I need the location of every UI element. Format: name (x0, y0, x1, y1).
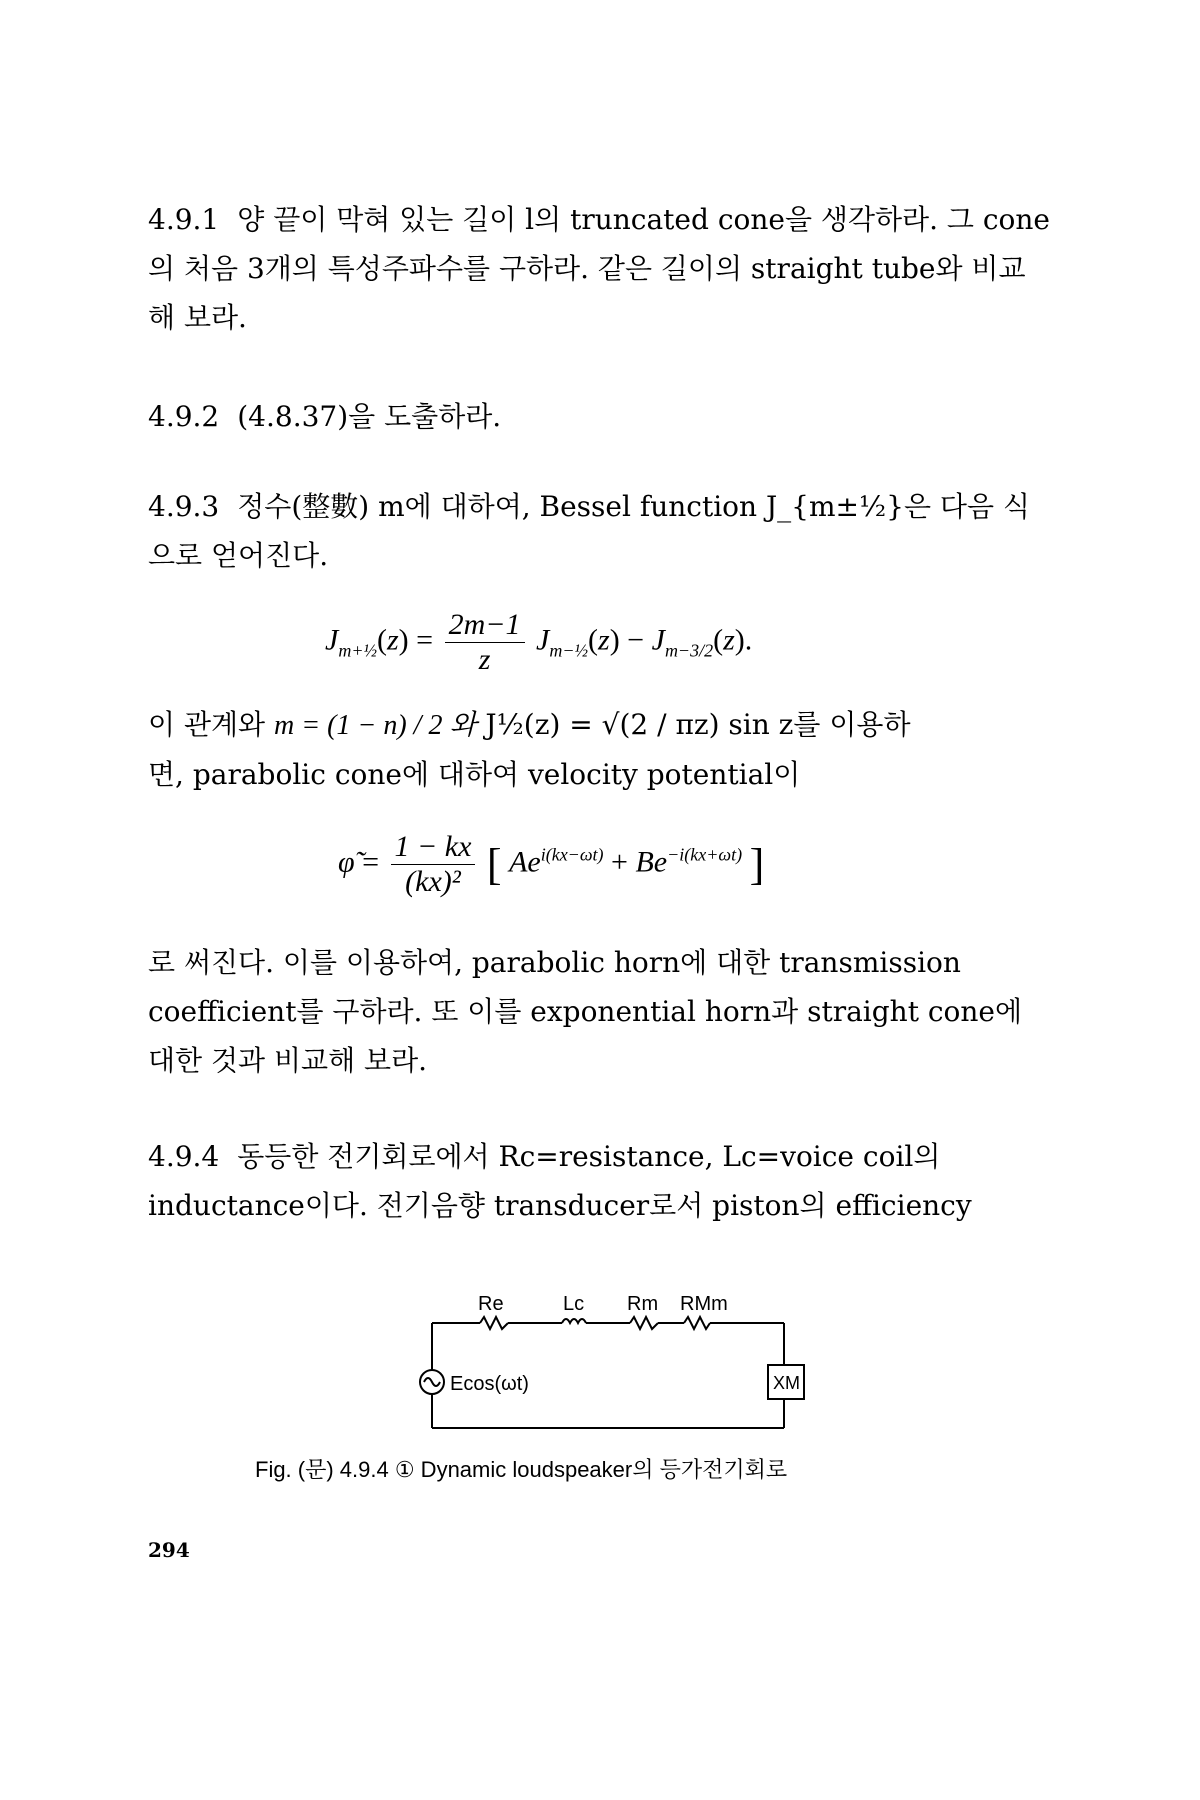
problem-number: 4.9.1 (148, 203, 220, 236)
eq1-lhs: J (325, 623, 339, 657)
figure-caption: Fig. (문) 4.9.4 ① Dynamic loudspeaker의 등가전기회로 (255, 1457, 788, 1482)
label-rm: Rm (627, 1293, 659, 1315)
ac-wave-icon (424, 1378, 440, 1386)
problem-number: 4.9.2 (148, 400, 220, 433)
problem-text: 정수(整數) m에 대하여, Bessel function J_{m±½}은 다음 식으로 얻어진다. (148, 490, 1030, 572)
problem-text: 동등한 전기회로에서 Rc=resistance, Lc=voice coil의 inductance이다. 전기음향 transducer로서 piston의 efficiency (148, 1140, 972, 1222)
relation-bessel: J½(z) = √(2 / πz) sin z를 이용하 (485, 708, 911, 741)
eq2-frac-top: 1 − kx (391, 830, 476, 865)
label-re: Re (478, 1293, 504, 1315)
resistor-rm (630, 1317, 658, 1329)
eq2-exp2: −i(kx+ωt) (667, 844, 743, 865)
resistor-re (480, 1317, 508, 1329)
resistor-rmm (684, 1317, 710, 1329)
follow-text: 로 써진다. 이를 이용하여, parabolic horn에 대한 transmission coefficient를 구하라. 또 이를 exponential horn과 straight cone에 대한 것과 비교해 보라. (148, 946, 1023, 1077)
problem-number: 4.9.4 (148, 1140, 220, 1173)
relation-line2: 면, parabolic cone에 대하여 velocity potential이 (148, 758, 801, 791)
eq1-frac-bot: z (478, 643, 491, 676)
problem-text: 양 끝이 막혀 있는 길이 l의 truncated cone을 생각하라. 그 cone의 처음 3개의 특성주파수를 구하라. 같은 길이의 straight tube와 비교해 보라. (148, 203, 1050, 334)
label-rmm: RMm (680, 1293, 728, 1315)
velocity-potential-equation: φ̃ = $\frac{1 - kx}{\text{(kx)²}}$ [ $Ae^{i(kx-\omega t)} + Be^{-i(kx+\omega t)}$ ] (338, 830, 765, 898)
label-source: Ecos(ωt) (450, 1373, 529, 1395)
eq2-frac-bot: (kx)² (405, 865, 461, 898)
label-lc: Lc (563, 1293, 585, 1315)
relation-prefix: 이 관계와 (148, 708, 266, 741)
bessel-recurrence-equation: $J_{m+\frac{1}{2}}(z)$ = $\frac{2m-1}{z}$ $J_{m-\frac{1}{2}}(z) - J_{m-3/2}(z)$. (325, 608, 753, 676)
eq2-lhs: φ̃ (338, 845, 355, 879)
problem-number: 4.9.3 (148, 490, 220, 523)
page-number: 294 (148, 1538, 190, 1562)
inductor-lc (562, 1319, 586, 1323)
eq2-term2: Be (635, 845, 668, 879)
eq1-frac-top: 2m−1 (445, 608, 525, 643)
problem-text: (4.8.37)을 도출하라. (237, 400, 502, 433)
relation-expression: m = (1 − n) / 2 와 (274, 710, 477, 741)
eq2-exp1: i(kx−ωt) (540, 844, 604, 865)
label-xm: XM (773, 1373, 800, 1393)
eq2-term1: Ae (509, 845, 541, 879)
